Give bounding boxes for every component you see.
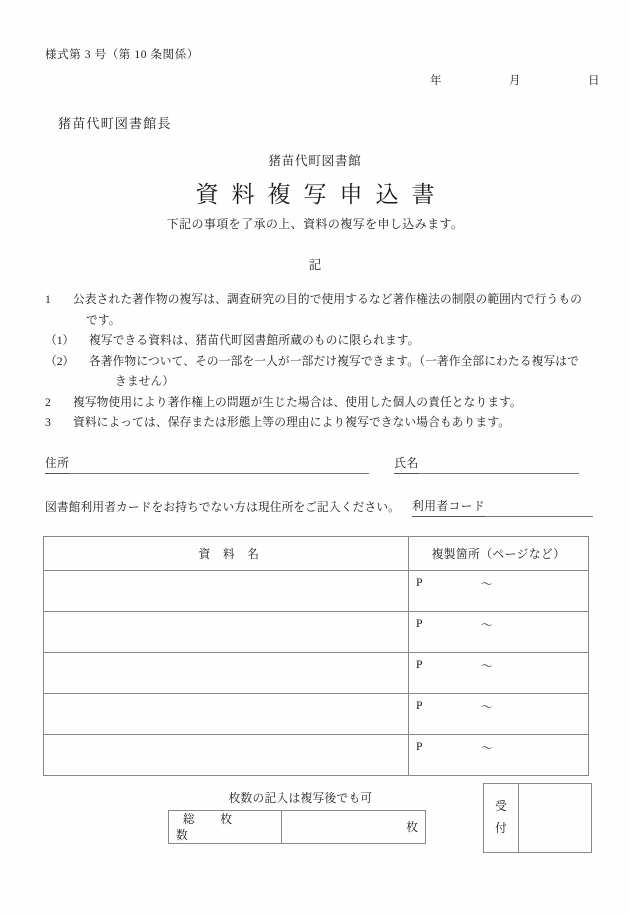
card-note-row [45, 498, 593, 517]
material-name-cell[interactable] [44, 735, 409, 776]
column-header-material: 資 料 名 [44, 537, 409, 571]
sheets-note: 枚数の記入は複写後でも可 [228, 792, 373, 805]
lead-text: 下記の事項を了承の上、資料の複写を申し込みます。 [166, 217, 464, 231]
note-body: 資料によっては、保存または形態上等の理由により複写できない場合もあります。 [73, 416, 511, 429]
total-sheets-table [168, 810, 426, 844]
page-range-tilde: 〜 [481, 660, 493, 673]
column-header-pages: 複製箇所（ページなど） [409, 537, 589, 571]
page-range-tilde: 〜 [481, 578, 493, 591]
pages-inner [409, 653, 588, 693]
name-input[interactable] [419, 460, 579, 474]
reception-stamp-box [483, 783, 592, 853]
note-marker: （2） [45, 354, 75, 368]
pages-cell[interactable] [409, 735, 589, 776]
address-label: 住所 [45, 455, 69, 474]
page-prefix: P [416, 617, 423, 630]
note-body [73, 290, 593, 331]
pages-inner [409, 571, 588, 611]
user-code-input[interactable] [485, 503, 593, 517]
note-line-cont: です。 [86, 313, 121, 327]
copy-request-table [43, 536, 589, 776]
address-input[interactable] [69, 460, 369, 474]
pages-cell[interactable] [409, 694, 589, 735]
pages-inner [409, 735, 588, 775]
note-body: 複写できる資料は、猪苗代町図書館所蔵のものに限られます。 [89, 334, 420, 347]
note-item [45, 352, 593, 393]
total-sheets-input[interactable]: 枚 [282, 811, 426, 844]
note-body: 複写物使用により著作権上の問題が生じた場合は、使用した個人の責任となります。 [73, 395, 522, 409]
note-item [45, 393, 593, 414]
page-range-tilde: 〜 [481, 742, 493, 755]
total-sheets-row [169, 811, 426, 844]
total-sheets-label: 総 枚 数 [169, 811, 282, 844]
pages-cell[interactable] [409, 571, 589, 612]
material-name-cell[interactable] [44, 612, 409, 653]
note-item [45, 290, 593, 331]
table-row [44, 694, 589, 735]
pages-inner [409, 612, 588, 652]
pages-cell[interactable] [409, 612, 589, 653]
note-marker: （1） [45, 334, 75, 347]
note-marker: 3 [45, 416, 51, 429]
table-row [44, 653, 589, 694]
reception-label-char1: 受 [495, 800, 507, 813]
date-month-label: 月 [509, 75, 521, 87]
note-item [45, 331, 593, 352]
table-row [44, 571, 589, 612]
reception-label [484, 784, 519, 853]
pages-cell[interactable] [409, 653, 589, 694]
material-name-cell[interactable] [44, 653, 409, 694]
note-item [45, 413, 593, 434]
note-marker: 1 [45, 293, 51, 306]
date-year-label: 年 [430, 75, 442, 87]
note-line-cont: きません） [115, 375, 175, 388]
reception-input[interactable] [519, 784, 592, 853]
table-header-row [44, 537, 589, 571]
note-line: 各著作物について、その一部を一人が一部だけ複写できます。（一著作全部にわたる複写はで [89, 354, 579, 368]
material-name-cell[interactable] [44, 571, 409, 612]
page-prefix: P [416, 576, 423, 589]
reception-row [484, 784, 592, 853]
page-prefix: P [416, 699, 423, 712]
user-code-label: 利用者コード [412, 498, 485, 517]
table-row [44, 735, 589, 776]
note-line: 公表された著作物の複写は、調査研究の目的で使用するなど著作権法の制限の範囲内で行うもの [73, 293, 583, 306]
page-range-tilde: 〜 [481, 619, 493, 632]
date-fields [430, 72, 600, 88]
ki-mark: 記 [308, 258, 322, 272]
pages-inner [409, 694, 588, 734]
name-label: 氏名 [394, 455, 418, 474]
page-prefix: P [416, 740, 423, 753]
page-range-tilde: 〜 [481, 701, 493, 714]
organization-name: 猪苗代町図書館 [268, 154, 362, 168]
page-prefix: P [416, 658, 423, 671]
reception-label-char2: 付 [495, 822, 507, 835]
material-name-cell[interactable] [44, 694, 409, 735]
notes-list [45, 290, 593, 434]
page-title: 資料複写申込書 [195, 182, 448, 207]
form-number: 様式第 3 号（第 10 条関係） [45, 49, 199, 61]
table-row [44, 612, 589, 653]
note-marker: 2 [45, 395, 51, 409]
note-body [89, 352, 593, 393]
card-note-text: 図書館利用者カードをお持ちでない方は現住所をご記入ください。 [45, 501, 401, 514]
addressee: 猪苗代町図書館長 [58, 116, 172, 131]
applicant-fields [45, 455, 593, 474]
date-day-label: 日 [588, 75, 600, 87]
